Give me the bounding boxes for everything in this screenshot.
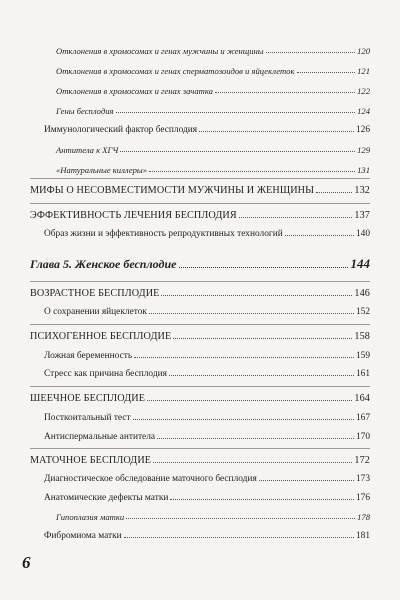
section-divider <box>30 281 370 282</box>
section-divider <box>30 203 370 204</box>
toc-section <box>30 205 370 221</box>
toc-entry-page: 152 <box>355 307 370 317</box>
leader-dots <box>259 480 354 481</box>
leader-dots <box>124 537 354 538</box>
toc-entry <box>30 487 370 503</box>
toc-entry-page: 140 <box>355 229 370 239</box>
leader-dots <box>147 400 352 401</box>
section-divider <box>30 324 370 325</box>
leader-dots <box>239 217 353 218</box>
toc-entry <box>30 407 370 423</box>
leader-dots <box>285 235 354 236</box>
toc-entry <box>30 363 370 379</box>
toc-section-page: 132 <box>354 185 370 196</box>
toc-entry-title: Гены бесплодия <box>56 106 114 116</box>
leader-dots <box>199 131 354 132</box>
toc-entry <box>30 223 370 239</box>
leader-dots <box>316 192 352 193</box>
toc-entry-title: «Натуральные киллеры» <box>56 165 148 175</box>
toc-entry-title: Анатомические дефекты матки <box>44 493 169 503</box>
toc-chapter <box>30 252 370 272</box>
toc-entry-title: Отклонения в хромосомах и генах зачатка <box>56 86 213 96</box>
toc-section-page: 137 <box>354 210 370 221</box>
toc-entry <box>30 60 370 76</box>
chapter-title: Глава 5. Женское бесплодие <box>30 257 177 271</box>
toc-entry-title: Отклонения в хромосомах и генах мужчины и женщины <box>56 46 264 56</box>
toc-entry-title: Отклонения в хромосомах и генах сперматозоидов и яйцеклеток <box>56 66 295 76</box>
toc-entry-page: 178 <box>357 512 370 522</box>
toc-entry <box>30 80 370 96</box>
section-divider <box>30 178 370 179</box>
leader-dots <box>170 499 354 500</box>
toc-entry-page: 173 <box>355 474 370 484</box>
leader-dots <box>120 151 355 152</box>
toc-entry <box>30 301 370 317</box>
toc-section-title: ЭФФЕКТИВНОСТЬ ЛЕЧЕНИЯ БЕСПЛОДИЯ <box>30 210 237 221</box>
toc-entry-title: Иммунологический фактор бесплодия <box>44 125 198 135</box>
toc-section <box>30 283 370 299</box>
toc-entry <box>30 426 370 442</box>
toc-entry-title: Посткоитальный тест <box>44 413 131 423</box>
toc-entry <box>30 119 370 135</box>
toc-entry-page: 121 <box>357 66 370 76</box>
toc-section-title: ВОЗРАСТНОЕ БЕСПЛОДИЕ <box>30 288 160 299</box>
toc-section <box>30 180 370 196</box>
leader-dots <box>149 171 355 172</box>
toc-section-title: ПСИХОГЕННОЕ БЕСПЛОДИЕ <box>30 331 172 342</box>
toc-section <box>30 450 370 466</box>
leader-dots <box>266 52 356 53</box>
toc-entry <box>30 525 370 541</box>
leader-dots <box>134 357 354 358</box>
toc-entry <box>30 345 370 361</box>
toc-entry-title: О сохранении яйцеклеток <box>44 307 147 317</box>
toc-entry <box>30 506 370 522</box>
toc-section-page: 164 <box>354 393 370 404</box>
toc-entry-title: Ложная беременность <box>44 351 133 361</box>
leader-dots <box>153 462 352 463</box>
page-number: 6 <box>22 553 31 572</box>
toc-section-page: 158 <box>354 331 370 342</box>
toc-entry-title: Антитела к ХГЧ <box>56 145 119 155</box>
leader-dots <box>297 72 356 73</box>
leader-dots <box>157 438 354 439</box>
toc-entry-page: 122 <box>357 86 370 96</box>
toc-entry-page: 124 <box>357 106 370 116</box>
toc-entry-page: 161 <box>355 369 370 379</box>
toc-entry-title: Диагностическое обследование маточного бесплодия <box>44 474 257 484</box>
toc-entry-title: Образ жизни и эффективность репродуктивных технологий <box>44 229 283 239</box>
leader-dots <box>173 338 352 339</box>
toc-section-title: МИФЫ О НЕСОВМЕСТИМОСТИ МУЖЧИНЫ И ЖЕНЩИНЫ <box>30 185 315 196</box>
toc-section-page: 172 <box>354 455 370 466</box>
leader-dots <box>179 267 347 268</box>
toc-entry-page: 170 <box>355 432 370 442</box>
section-divider <box>30 448 370 449</box>
toc-entry-title: Фибромиома матки <box>44 531 122 541</box>
toc-entry-page: 176 <box>355 493 370 503</box>
leader-dots <box>169 375 354 376</box>
toc-entry <box>30 468 370 484</box>
leader-dots <box>126 518 355 519</box>
toc-section-page: 146 <box>354 288 370 299</box>
toc-entry-page: 131 <box>357 165 370 175</box>
toc-entry <box>30 159 370 175</box>
toc-entry-page: 126 <box>355 125 370 135</box>
chapter-page: 144 <box>350 256 370 271</box>
toc-entry-page: 159 <box>355 351 370 361</box>
toc-entry-title: Гипоплазия матки <box>56 512 125 522</box>
toc-entry-page: 129 <box>357 145 370 155</box>
leader-dots <box>215 92 355 93</box>
leader-dots <box>116 112 356 113</box>
toc-section <box>30 388 370 404</box>
toc-entry-page: 181 <box>355 531 370 541</box>
section-divider <box>30 386 370 387</box>
toc-entry <box>30 100 370 116</box>
toc-entry-page: 167 <box>355 413 370 423</box>
toc-entry <box>30 139 370 155</box>
leader-dots <box>133 419 354 420</box>
toc-entry-title: Антиспермальные антитела <box>44 432 156 442</box>
toc-section-title: ШЕЕЧНОЕ БЕСПЛОДИЕ <box>30 393 146 404</box>
toc-section <box>30 326 370 342</box>
toc-entry-title: Стресс как причина бесплодия <box>44 369 167 379</box>
toc-section-title: МАТОЧНОЕ БЕСПЛОДИЕ <box>30 455 152 466</box>
toc-entry-page: 120 <box>357 46 370 56</box>
leader-dots <box>161 295 352 296</box>
toc-entry <box>30 40 370 56</box>
leader-dots <box>149 313 354 314</box>
